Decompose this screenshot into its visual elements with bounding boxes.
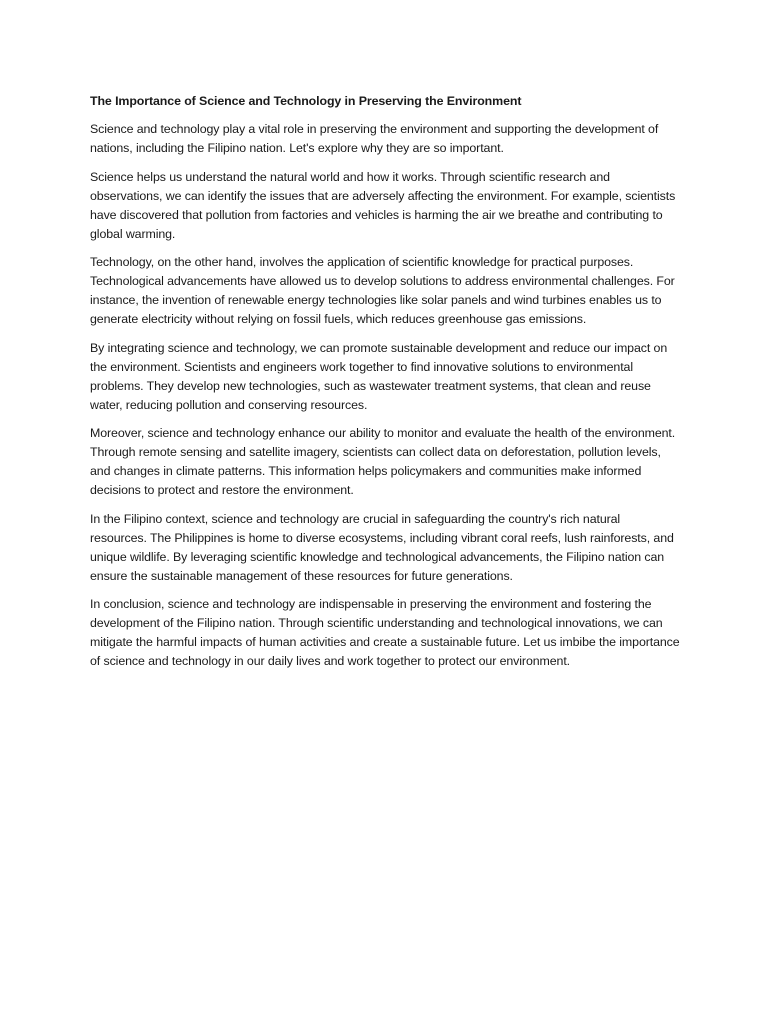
paragraph-intro: Science and technology play a vital role in preserving the environment and supporting the development of nations, including the Filipino nation. Let's explore why they are so important. bbox=[90, 122, 659, 155]
paragraph-integration: By integrating science and technology, we can promote sustainable development and reduce our impact on the environment. Scientists and engineers work together to find innovative solutions to environmental problems. They develop new technologies, such as wastewater treatment systems, that clean and reuse water, reducing pollution and conserving resources. bbox=[90, 340, 668, 412]
paragraph-conclusion: In conclusion, science and technology are indispensable in preserving the environment and fostering the development of the Filipino nation. Through scientific understanding and technological innovations, we can mitigate the harmful impacts of human activities and create a sustainable future. Let us imbibe the importance of science and technology in our daily lives and work together to protect our environment. bbox=[90, 597, 680, 668]
paragraph-monitoring: Moreover, science and technology enhance our ability to monitor and evaluate the health of the environment. Through remote sensing and satellite imagery, scientists can collect data on deforestation, pollution levels, and changes in climate patterns. This information helps policymakers and communities make informed decisions to protect and restore the environment. bbox=[90, 426, 676, 497]
paragraph-technology: Technology, on the other hand, involves the application of scientific knowledge for practical purposes. Technological advancements have allowed us to develop solutions to address environmental challenges. For instance, the invention of renewable energy technologies like solar panels and wind turbines enables us to generate electricity without relying on fossil fuels, which reduces greenhouse gas emissions. bbox=[90, 255, 675, 326]
paragraph-science: Science helps us understand the natural world and how it works. Through scientific research and observations, we can identify the issues that are adversely affecting the environment. For example, scientists have discovered that pollution from factories and vehicles is harming the air we breathe and contributing to global warming. bbox=[90, 169, 676, 241]
paragraph-filipino-context: In the Filipino context, science and technology are crucial in safeguarding the country's rich natural resources. The Philippines is home to diverse ecosystems, including vibrant coral reefs, lush rainforests, and unique wildlife. By leveraging scientific knowledge and technological advancements, the Filipino nation can ensure the sustainable management of these resources for future generations. bbox=[90, 511, 674, 583]
document-title: The Importance of Science and Technology in Preserving the Environment bbox=[90, 94, 522, 108]
